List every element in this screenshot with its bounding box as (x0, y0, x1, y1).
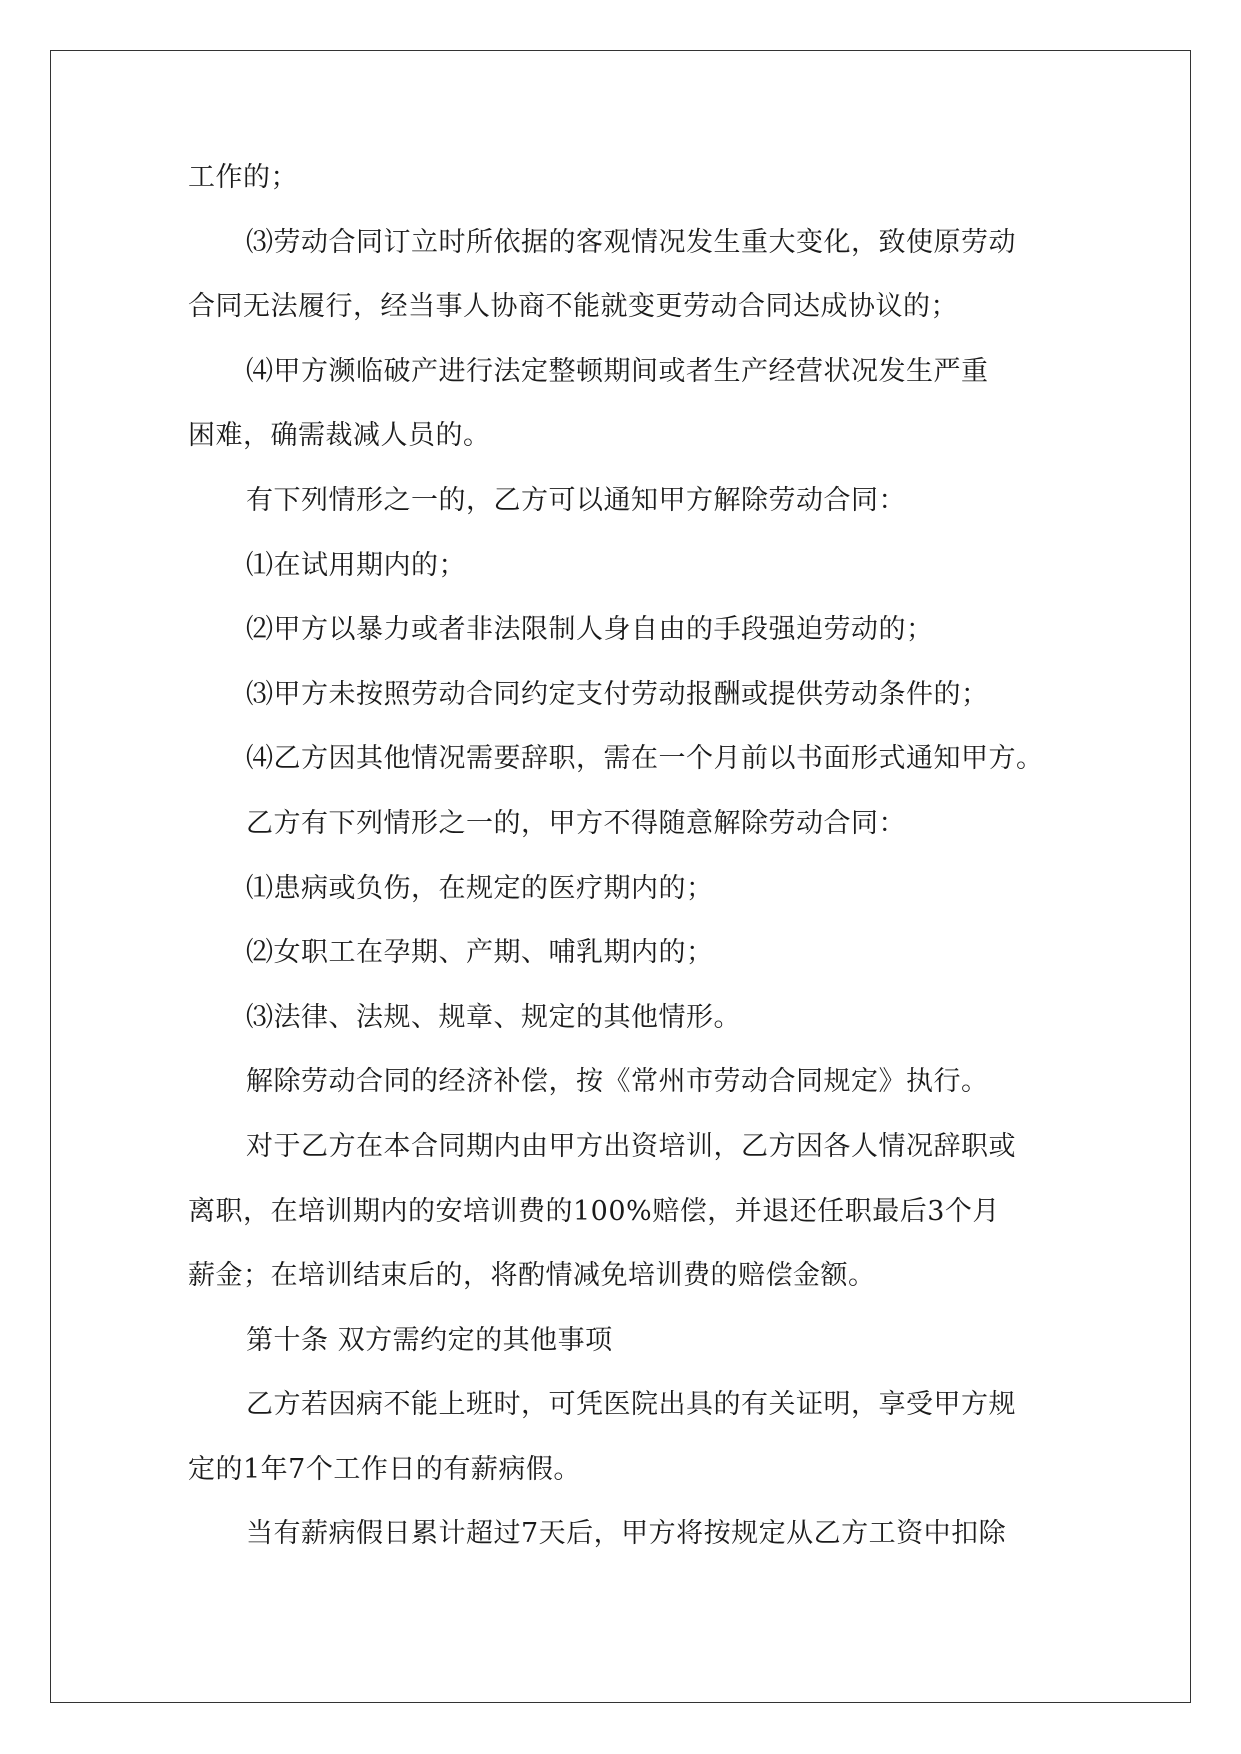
text-line-13: ⑵女职工在孕期、产期、哺乳期内的； (246, 937, 714, 969)
text-line-22: 当有薪病假日累计超过7天后，甲方将按规定从乙方工资中扣除 (246, 1518, 1007, 1550)
text-line-4: ⑷甲方濒临破产进行法定整顿期间或者生产经营状况发生严重 (246, 355, 989, 387)
text-line-7: ⑴在试用期内的； (246, 549, 466, 581)
section-heading: 第十条 双方需约定的其他事项 (246, 1324, 613, 1356)
text-line-5: 困难，确需裁减人员的。 (188, 420, 491, 452)
text-line-18: 薪金；在培训结束后的，将酌情减免培训费的赔偿金额。 (188, 1260, 876, 1292)
text-line-12: ⑴患病或负伤，在规定的医疗期内的； (246, 872, 714, 904)
text-line-6: 有下列情形之一的，乙方可以通知甲方解除劳动合同： (246, 484, 906, 516)
text-line-2: ⑶劳动合同订立时所依据的客观情况发生重大变化，致使原劳动 (246, 226, 1016, 258)
document-body (188, 158, 1058, 1579)
text-line-10: ⑷乙方因其他情况需要辞职，需在一个月前以书面形式通知甲方。 (246, 743, 1044, 775)
text-line-14: ⑶法律、法规、规章、规定的其他情形。 (246, 1001, 741, 1033)
text-line-16: 对于乙方在本合同期内由甲方出资培训，乙方因各人情况辞职或 (246, 1130, 1016, 1162)
text-line-9: ⑶甲方未按照劳动合同约定支付劳动报酬或提供劳动条件的； (246, 678, 989, 710)
text-line-21: 定的1年7个工作日的有薪病假。 (188, 1453, 581, 1485)
text-line-15: 解除劳动合同的经济补偿，按《常州市劳动合同规定》执行。 (246, 1066, 989, 1098)
text-line-1: 工作的； (188, 162, 298, 193)
text-line-8: ⑵甲方以暴力或者非法限制人身自由的手段强迫劳动的； (246, 614, 934, 646)
text-line-20: 乙方若因病不能上班时，可凭医院出具的有关证明，享受甲方规 (246, 1389, 1016, 1421)
text-line-17: 离职，在培训期内的安培训费的100%赔偿，并退还任职最后3个月 (188, 1195, 1000, 1227)
text-line-11: 乙方有下列情形之一的，甲方不得随意解除劳动合同： (246, 807, 906, 839)
text-line-3: 合同无法履行，经当事人协商不能就变更劳动合同达成协议的； (188, 291, 958, 323)
